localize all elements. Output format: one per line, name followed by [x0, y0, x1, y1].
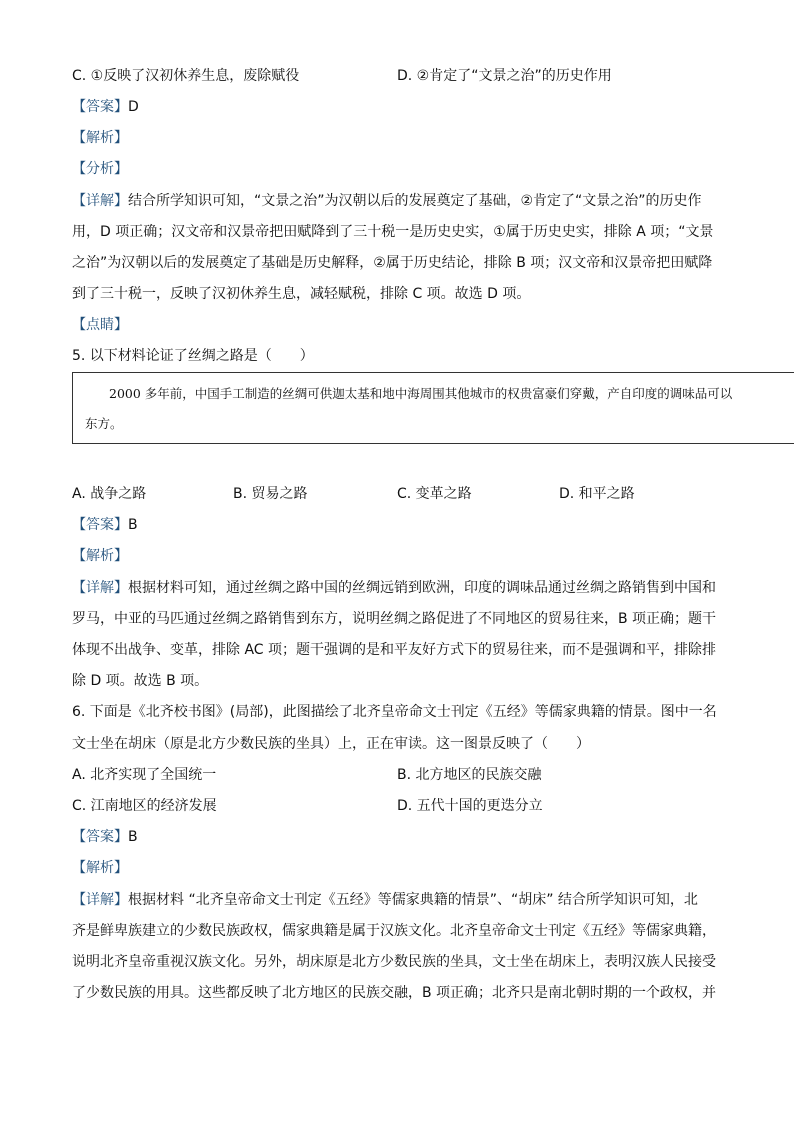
q6-analysis-tag: 【解析】	[72, 860, 128, 876]
q4-analysis-tag: 【解析】	[72, 130, 128, 146]
q6-detail-line-3: 说明北齐皇帝重视汉族文化。另外，胡床原是北方少数民族的坐具，文士坐在胡床上，表明汉族人民接受	[72, 954, 716, 970]
q5-option-d: D. 和平之路	[559, 486, 635, 502]
answer-tag: 【答案】	[72, 829, 128, 845]
q6-stem-line-1: 6. 下面是《北齐校书图》(局部)，此图描绘了北齐皇帝命文士刊定《五经》等儒家典籍的情景。图中一名	[72, 704, 717, 720]
q4-detail-line-4: 到了三十税一，反映了汉初休养生息，减轻赋税，排除 C 项。故选 D 项。	[72, 286, 531, 302]
q5-detail-line-4: 除 D 项。故选 B 项。	[72, 673, 209, 689]
q5-option-a: A. 战争之路	[72, 486, 147, 502]
q5-detail-line-2: 罗马，中亚的马匹通过丝绸之路销售到东方，说明丝绸之路促进了不同地区的贸易往来，B 项正确；题干	[72, 611, 717, 627]
q5-detail-line-1	[72, 578, 716, 598]
q4-detail-line-1	[72, 191, 702, 211]
q6-option-a: A. 北齐实现了全国统一	[72, 767, 217, 783]
q5-quote-line-2: 东方。	[85, 416, 123, 431]
answer-value: D	[128, 99, 139, 115]
detail-tag: 【详解】	[72, 580, 128, 596]
answer-tag: 【答案】	[72, 517, 128, 533]
q5-option-c: C. 变革之路	[397, 486, 472, 502]
detail-text: 根据材料 “北齐皇帝命文士刊定《五经》等儒家典籍的情景”、“胡床” 结合所学知识可知，北	[128, 892, 698, 908]
answer-tag: 【答案】	[72, 99, 128, 115]
q4-option-d: D. ②肯定了“文景之治”的历史作用	[397, 68, 612, 84]
detail-tag: 【详解】	[72, 193, 128, 209]
detail-tag: 【详解】	[72, 892, 128, 908]
q4-dianjing-tag: 【点睛】	[72, 317, 128, 333]
q6-detail-line-4: 了少数民族的用具。这些都反映了北方地区的民族交融，B 项正确；北齐只是南北朝时期的一个政权，并	[72, 985, 717, 1001]
q5-quote-line-1: 2000 多年前，中国手工制造的丝绸可供迦太基和地中海周围其他城市的权贵富豪们穿戴，产自印度的调味品可以	[109, 386, 733, 401]
q4-option-c: C. ①反映了汉初休养生息，废除赋役	[72, 68, 300, 84]
q5-answer	[72, 515, 138, 535]
q6-detail-line-1	[72, 890, 698, 910]
q4-fenxi-tag: 【分析】	[72, 161, 128, 177]
q4-detail-line-3: 之治”为汉朝以后的发展奠定了基础是历史解释，②属于历史结论，排除 B 项；汉文帝和汉景帝把田赋降	[72, 255, 713, 271]
q6-stem-line-2: 文士坐在胡床（原是北方少数民族的坐具）上，正在审读。这一图景反映了（ ）	[72, 736, 590, 752]
q6-answer	[72, 827, 138, 847]
detail-text: 结合所学知识可知，“文景之治”为汉朝以后的发展奠定了基础，②肯定了“文景之治”的历史作	[128, 193, 702, 209]
answer-value: B	[128, 517, 138, 533]
q6-option-c: C. 江南地区的经济发展	[72, 798, 217, 814]
q4-answer	[72, 97, 139, 117]
q5-detail-line-3: 体现不出战争、变革，排除 AC 项；题干强调的是和平友好方式下的贸易往来，而不是强调和平，排除排	[72, 642, 717, 658]
q6-detail-line-2: 齐是鲜卑族建立的少数民族政权，儒家典籍是属于汉族文化。北齐皇帝命文士刊定《五经》等儒家典籍，	[72, 923, 716, 939]
detail-text: 根据材料可知，通过丝绸之路中国的丝绸远销到欧洲，印度的调味品通过丝绸之路销售到中国和	[128, 580, 716, 596]
answer-value: B	[128, 829, 138, 845]
q6-option-b: B. 北方地区的民族交融	[397, 767, 542, 783]
q5-option-b: B. 贸易之路	[233, 486, 308, 502]
q6-option-d: D. 五代十国的更迭分立	[397, 798, 543, 814]
q5-quote-box	[72, 372, 794, 444]
q5-stem: 5. 以下材料论证了丝绸之路是（ ）	[72, 348, 314, 364]
q5-analysis-tag: 【解析】	[72, 548, 128, 564]
q4-detail-line-2: 用，D 项正确；汉文帝和汉景帝把田赋降到了三十税一是历史史实，①属于历史史实，排除 A 项；“文景	[72, 224, 714, 240]
